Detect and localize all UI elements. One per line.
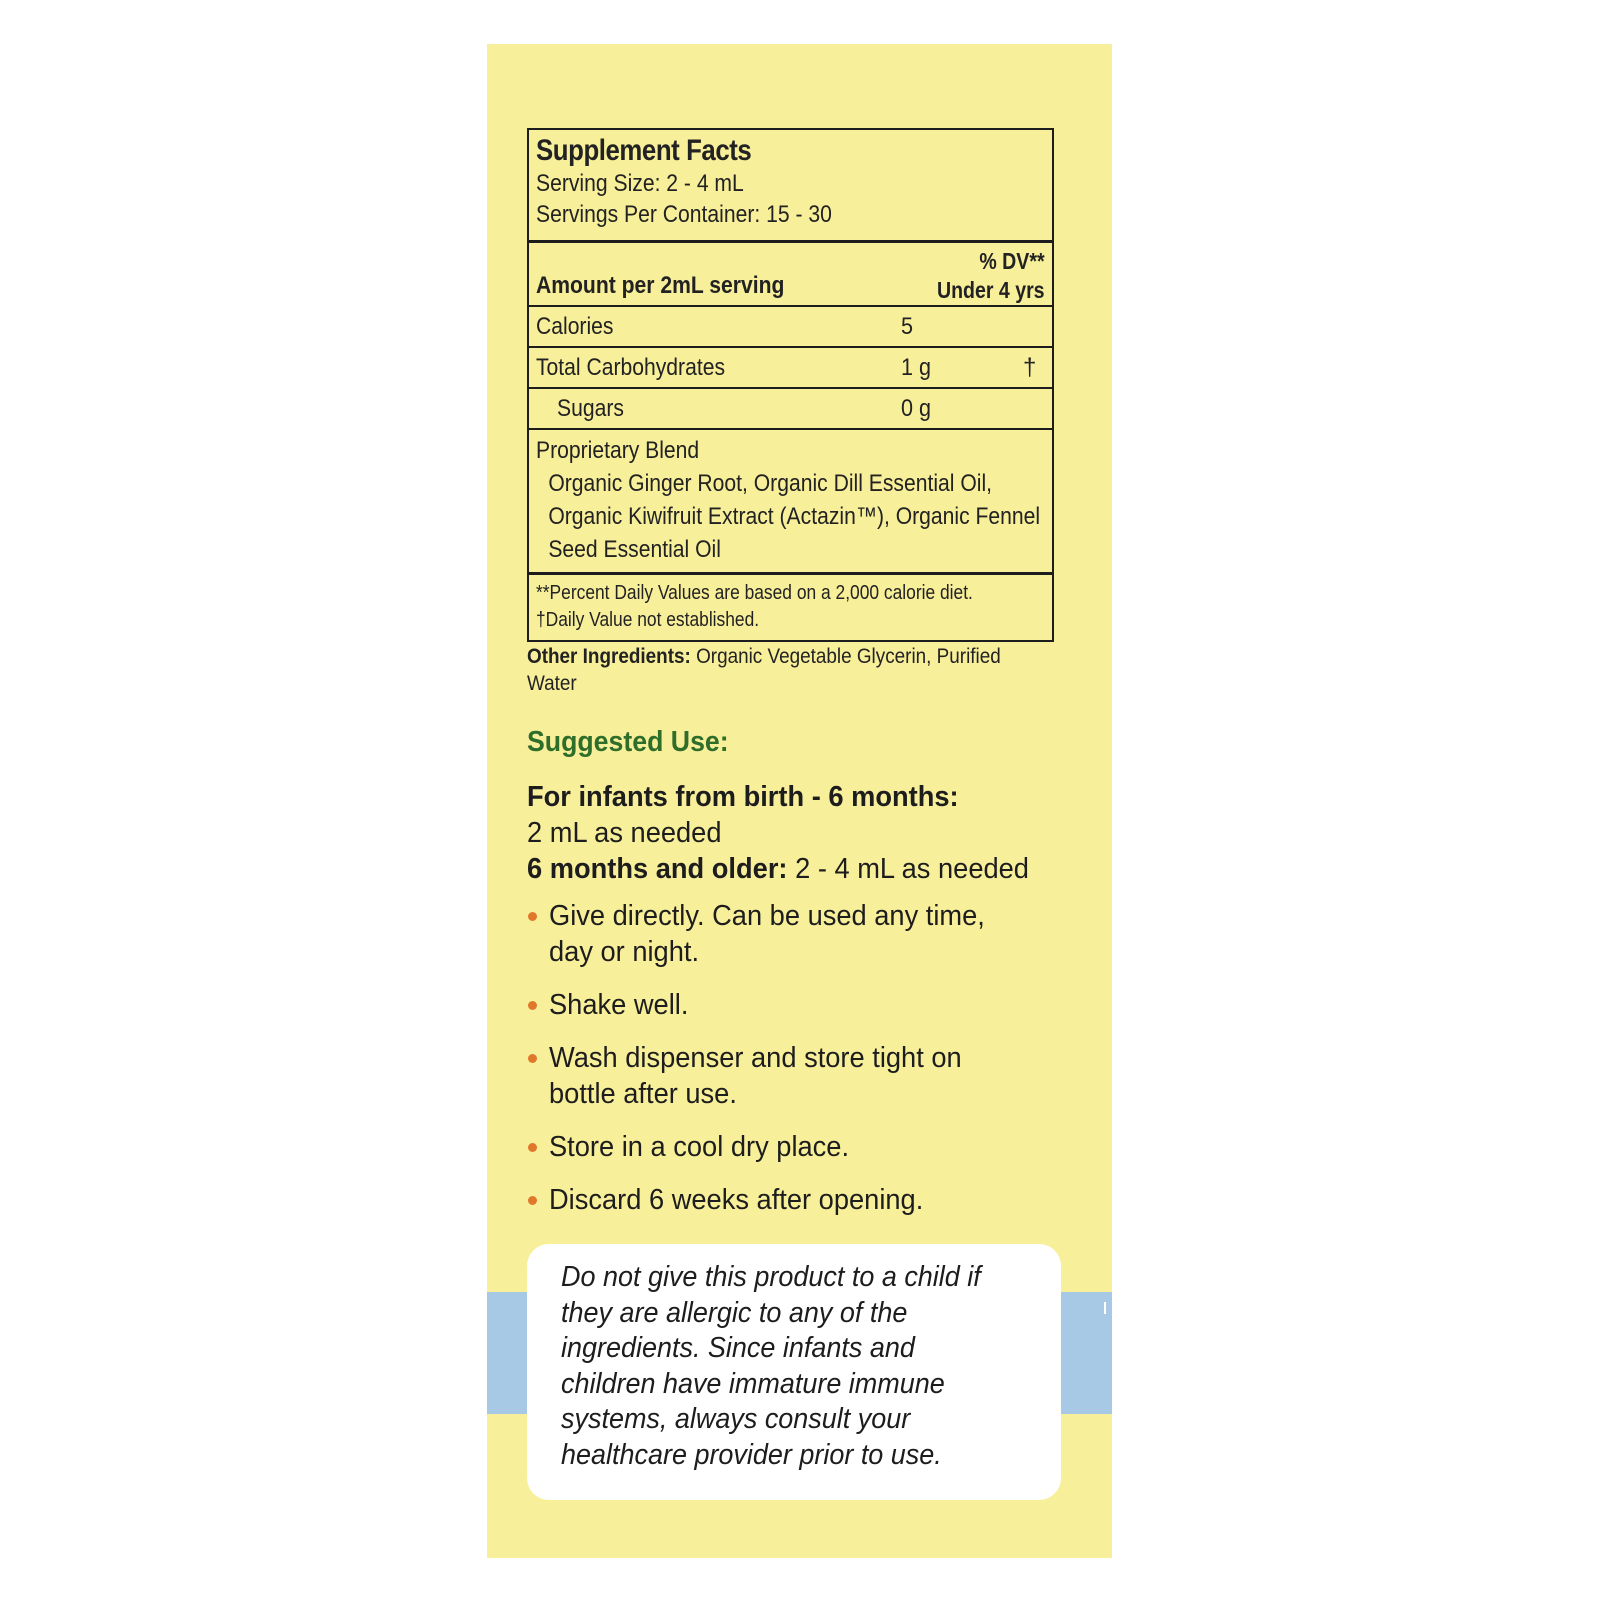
list-item-text: Wash dispenser and store tight on bottle after use. (549, 1042, 962, 1110)
older-dose: 2 - 4 mL as needed (787, 853, 1029, 885)
nutrient-name: Calories (536, 313, 614, 340)
facts-header (529, 130, 1052, 243)
amount-per-serving: Amount per 2mL serving (536, 272, 785, 299)
bullet-dot-icon (528, 1143, 537, 1152)
nutrient-row-sugars (529, 389, 1052, 430)
list-item (527, 987, 1087, 1023)
footnote-dagger: †Daily Value not established. (536, 609, 760, 631)
list-item (527, 1129, 1087, 1165)
allergy-warning-text: Do not give this product to a child if they are allergic to any of the ingredients. Since infants and children have immature immune systems, always consult your healthcare provider prior to use. (561, 1261, 981, 1471)
dv-header (937, 247, 1045, 305)
list-item-text: Store in a cool dry place. (549, 1131, 850, 1163)
list-item (527, 898, 1087, 970)
list-item-text: Shake well. (549, 989, 689, 1021)
suggested-use-heading: Suggested Use: (527, 726, 729, 758)
allergy-warning-box (527, 1244, 1061, 1500)
amount-header-row (529, 243, 1052, 307)
nutrient-value: 5 (901, 313, 914, 340)
usage-bullet-list (527, 898, 1087, 1235)
nutrient-row-calories (529, 307, 1052, 348)
list-item-text: Give directly. Can be used any time, day or night. (549, 900, 985, 968)
other-ingredients (527, 643, 1031, 697)
nutrient-value: 1 g (901, 354, 932, 381)
footnote-dv: **Percent Daily Values are based on a 2,000 calorie diet. (536, 582, 973, 604)
nutrient-name: Sugars (557, 395, 624, 422)
facts-footnotes (529, 575, 1052, 640)
other-ingredients-label: Other Ingredients: (527, 645, 691, 668)
older-label: 6 months and older: (527, 853, 788, 885)
dv-header-line-2: Under 4 yrs (937, 277, 1045, 303)
band-mark (1104, 1302, 1106, 1314)
nutrient-name: Total Carbohydrates (536, 354, 726, 381)
serving-size: Serving Size: 2 - 4 mL (536, 170, 744, 197)
bullet-dot-icon (528, 912, 537, 921)
list-item (527, 1182, 1087, 1218)
proprietary-blend (529, 430, 1052, 575)
servings-per-container: Servings Per Container: 15 - 30 (536, 201, 832, 228)
supplement-facts-panel (527, 128, 1054, 642)
nutrient-dv: † (1023, 354, 1037, 381)
dosage-instructions (527, 779, 1087, 887)
bullet-dot-icon (528, 1001, 537, 1010)
nutrient-row-carbohydrates (529, 348, 1052, 389)
blend-name: Proprietary Blend (536, 437, 700, 464)
infants-label: For infants from birth - 6 months: (527, 781, 959, 813)
bullet-dot-icon (528, 1054, 537, 1063)
list-item-text: Discard 6 weeks after opening. (549, 1184, 924, 1216)
infants-dose: 2 mL as needed (527, 817, 722, 849)
bullet-dot-icon (528, 1196, 537, 1205)
blend-ingredients: Organic Ginger Root, Organic Dill Essential Oil, Organic Kiwifruit Extract (Actazin™), Organic Fennel Seed Essential Oil (548, 470, 1041, 563)
facts-title: Supplement Facts (536, 134, 752, 167)
list-item (527, 1040, 1087, 1112)
other-ingredients-text: Organic Vegetable Glycerin, Purified Water (527, 645, 1001, 695)
dv-header-line-1: % DV** (979, 248, 1045, 274)
nutrient-value: 0 g (901, 395, 932, 422)
